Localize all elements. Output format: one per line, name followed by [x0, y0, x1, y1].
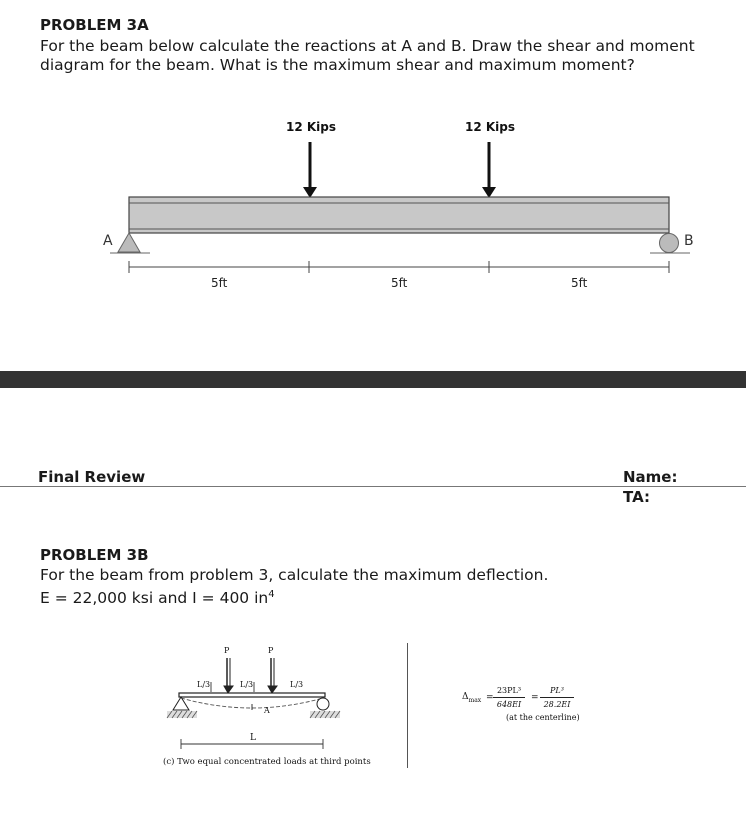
problem-3a-line1: For the beam below calculate the reactions at A and B. Draw the shear and moment	[40, 37, 695, 55]
eq1-denominator: 648EI	[496, 700, 522, 709]
delta-char: Δ	[462, 692, 469, 702]
pin-support-a	[110, 233, 150, 253]
delta-symbol	[462, 692, 481, 704]
centerline-note: (at the centerline)	[506, 713, 580, 722]
figure-divider	[407, 643, 408, 768]
beam-diagram	[0, 110, 746, 300]
eq2-denominator: 28.2EI	[543, 700, 571, 709]
dimension-line	[129, 261, 669, 273]
delta-subscript: max	[468, 696, 482, 704]
span-label-2: 5ft	[391, 276, 408, 290]
problem-3b-line1: For the beam from problem 3, calculate the maximum deflection.	[40, 566, 549, 584]
support-b-label: B	[684, 233, 694, 249]
reference-roller-support	[310, 698, 340, 718]
exponent: 4	[268, 589, 275, 600]
reference-caption: (c) Two equal concentrated loads at third points	[163, 757, 371, 767]
eq1-numerator: 23PL³	[493, 685, 525, 698]
reference-load-1	[224, 658, 233, 693]
third-label-2: L/3	[240, 680, 254, 689]
problem-3b-line2	[40, 585, 275, 608]
reference-beam-diagram	[155, 640, 375, 765]
load-label-2: 12 Kips	[465, 120, 516, 134]
problem-3a-title: PROBLEM 3A	[40, 16, 149, 34]
name-label: Name:	[623, 468, 678, 486]
section-title: Final Review	[38, 468, 146, 486]
load-label-1: 12 Kips	[286, 120, 337, 134]
span-label-1: 5ft	[211, 276, 228, 290]
problem-3b-title: PROBLEM 3B	[40, 546, 149, 564]
reference-load-label-2: P	[268, 646, 274, 655]
ta-label: TA:	[623, 488, 650, 506]
third-label-1: L/3	[197, 680, 211, 689]
reference-load-2	[268, 658, 277, 693]
eq2-numerator: PL³	[540, 685, 574, 698]
equals-1: =	[486, 693, 494, 703]
header-rule	[0, 486, 746, 487]
load-arrow-1	[303, 142, 317, 198]
length-label: L	[250, 733, 256, 743]
reference-pin-support	[167, 697, 197, 718]
span-label-3: 5ft	[571, 276, 588, 290]
problem-3b-line2-text: E = 22,000 ksi and I = 400 in	[40, 589, 269, 608]
load-arrow-2	[482, 142, 496, 198]
reference-load-label-1: P	[224, 646, 230, 655]
point-a-label: A	[264, 706, 270, 715]
third-label-3: L/3	[290, 680, 304, 689]
page-separator	[0, 371, 746, 388]
support-a-label: A	[103, 233, 113, 249]
beam	[129, 197, 669, 233]
equals-2: =	[531, 693, 539, 703]
problem-3a-line2: diagram for the beam. What is the maximum shear and maximum moment?	[40, 56, 635, 74]
